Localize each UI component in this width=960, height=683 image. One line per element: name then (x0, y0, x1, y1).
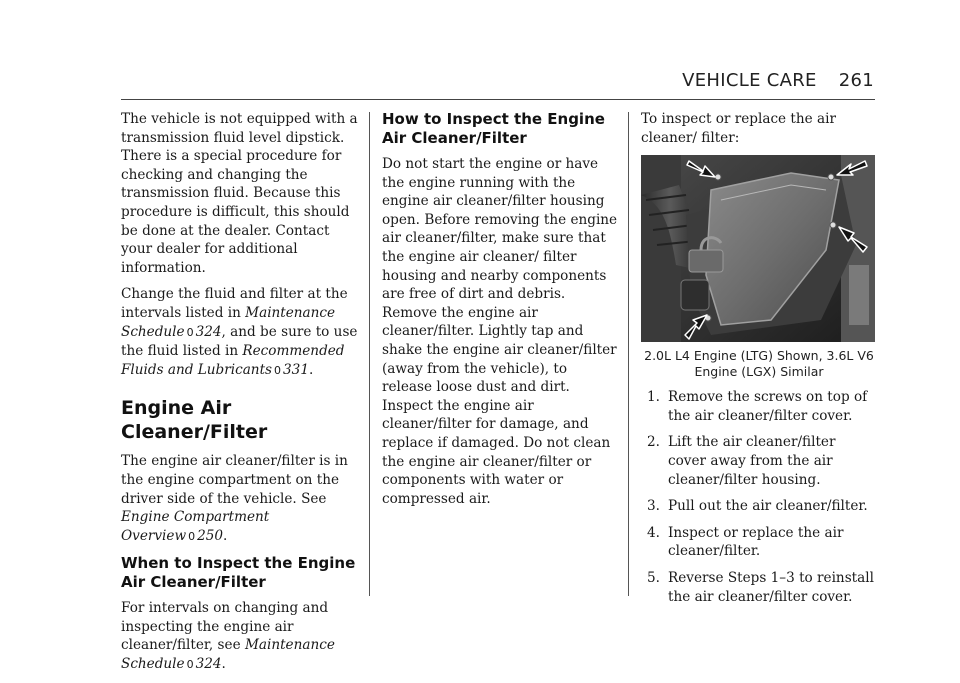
transmission-paragraph: The vehicle is not equipped with a transmission fluid level dipstick. There is a special procedure for checking and changing the transmission fluid. Because this procedure is difficult, this should be done at the dealer. Contact your dealer for additional information. (121, 111, 358, 276)
list-item: 2. Lift the air cleaner/filter cover away from the air cleaner/filter housing. (647, 434, 836, 488)
page-ref[interactable]: 324 (195, 656, 222, 673)
column-1 (121, 110, 359, 683)
page-ref[interactable]: 324 (195, 323, 222, 340)
engine-air-cleaner-photo (641, 155, 875, 342)
list-item: 3. Pull out the air cleaner/filter. (647, 498, 868, 515)
procedure-steps (641, 388, 877, 606)
column-2 (382, 110, 620, 516)
page-ref[interactable]: 250 (197, 527, 224, 544)
fluid-change-paragraph: Change the fluid and filter at the intervals listed in Maintenance Schedule 0 324, and be sure to use the fluid listed in Recommended Fluids and Lubricants 0 331. (121, 286, 358, 378)
procedure-intro: To inspect or replace the air cleaner/ filter: (641, 111, 836, 146)
section-title: VEHICLE CARE (682, 70, 817, 91)
page-ref-icon: 0 (186, 658, 194, 672)
column-divider (369, 112, 370, 596)
column-3 (641, 110, 877, 614)
inspection-paragraph: Do not start the engine or have the engine running with the engine air cleaner/filter housing open. Before removing the engine air cleaner/filter, make sure that the engine air cleaner/ filter housing and nearby components are free of dirt and debris. Remove the engine air cleaner/filter. Lightly tap and shake the engine air cleaner/filter (away from the vehicle), to release loose dust and dirt. Inspect the engine air cleaner/filter for damage, and replace if damaged. Do not clean the engine air cleaner/filter or components with water or compressed air. (382, 156, 618, 507)
link-recommended-fluids[interactable]: Recommended Fluids and Lubricants (121, 343, 345, 378)
link-maintenance-schedule[interactable]: Maintenance Schedule (121, 637, 335, 673)
figure-caption: 2.0L L4 Engine (LTG) Shown, 3.6L V6 Engine (LGX) Similar (644, 348, 874, 380)
interval-paragraph: For intervals on changing and inspecting the engine air cleaner/filter, see Maintenance Schedule 0 324. (121, 600, 335, 673)
list-item: 5. Reverse Steps 1–3 to reinstall the air cleaner/filter cover. (647, 569, 874, 605)
page-ref-icon: 0 (186, 325, 194, 339)
page-ref-icon: 0 (188, 529, 196, 543)
column-divider (628, 112, 629, 596)
header-rule (121, 99, 875, 100)
location-paragraph: The engine air cleaner/filter is in the engine compartment on the driver side of the vehicle. See Engine Compartment Overview 0 250. (121, 453, 348, 544)
heading-when-to-inspect: When to Inspect the Engine Air Cleaner/Filter (121, 554, 356, 592)
link-engine-compartment-overview[interactable]: Engine Compartment Overview (121, 509, 270, 544)
engine-air-cleaner-photo-icon (641, 155, 875, 342)
list-item: 1. Remove the screws on top of the air cleaner/filter cover. (647, 389, 868, 424)
link-maintenance-schedule[interactable]: Maintenance Schedule (121, 304, 336, 340)
heading-how-to-inspect: How to Inspect the Engine Air Cleaner/Filter (382, 110, 605, 147)
page-ref[interactable]: 331 (283, 361, 309, 378)
page-ref-icon: 0 (274, 363, 282, 377)
page-number: 261 (838, 70, 874, 91)
heading-engine-air-cleaner: Engine Air Cleaner/Filter (121, 397, 268, 444)
list-item: 4. Inspect or replace the air cleaner/filter. (647, 524, 844, 560)
running-header (682, 70, 874, 91)
